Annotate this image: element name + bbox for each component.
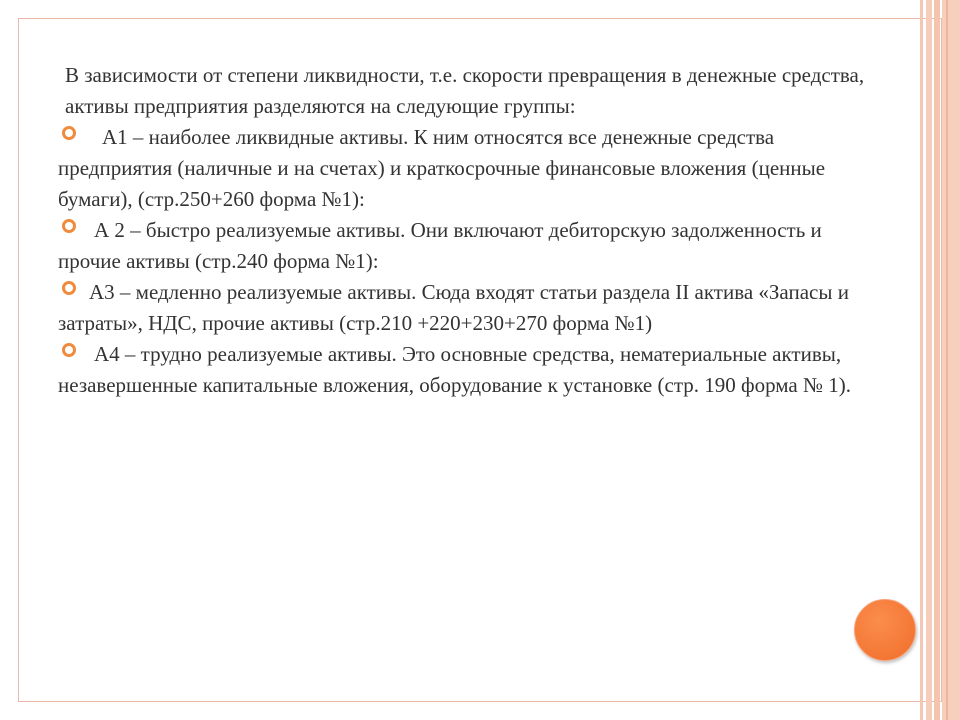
decorative-stripe (920, 0, 923, 720)
circle-bullet-icon (62, 126, 76, 140)
list-item-text: А3 – медленно реализуемые активы. Сюда входят статьи раздела II актива «Запасы и затраты», НДС, прочие активы (стр.210 +220+230+270 форма №1) (58, 280, 849, 335)
circle-bullet-icon (62, 343, 76, 357)
list-item (58, 277, 888, 339)
decorative-stripe (946, 0, 948, 720)
list-item (58, 215, 888, 277)
circle-bullet-icon (62, 219, 76, 233)
asset-group-list (58, 122, 888, 401)
decorative-stripe (934, 0, 940, 720)
list-item-text: А4 – трудно реализуемые активы. Это основные средства, нематериальные активы, незавершенные капитальные вложения, оборудование к установке (стр. 190 форма № 1). (58, 342, 852, 397)
list-item (58, 122, 888, 215)
slide-body (58, 60, 888, 401)
circle-bullet-icon (62, 281, 76, 295)
intro-paragraph: В зависимости от степени ликвидности, т.е. скорости превращения в денежные средства, активы предприятия разделяются на следующие группы: (65, 63, 865, 118)
decorative-stripe (926, 0, 932, 720)
orange-circle-icon (854, 599, 916, 661)
list-item-text: А 2 – быстро реализуемые активы. Они включают дебиторскую задолженность и прочие активы (стр.240 форма №1): (58, 218, 822, 273)
decorative-stripe (942, 0, 960, 720)
list-item-text: А1 – наиболее ликвидные активы. К ним относятся все денежные средства предприятия (наличные и на счетах) и краткосрочные финансовые вложения (ценные бумаги), (стр.250+260 форма №1): (58, 125, 826, 211)
list-item (58, 339, 888, 401)
